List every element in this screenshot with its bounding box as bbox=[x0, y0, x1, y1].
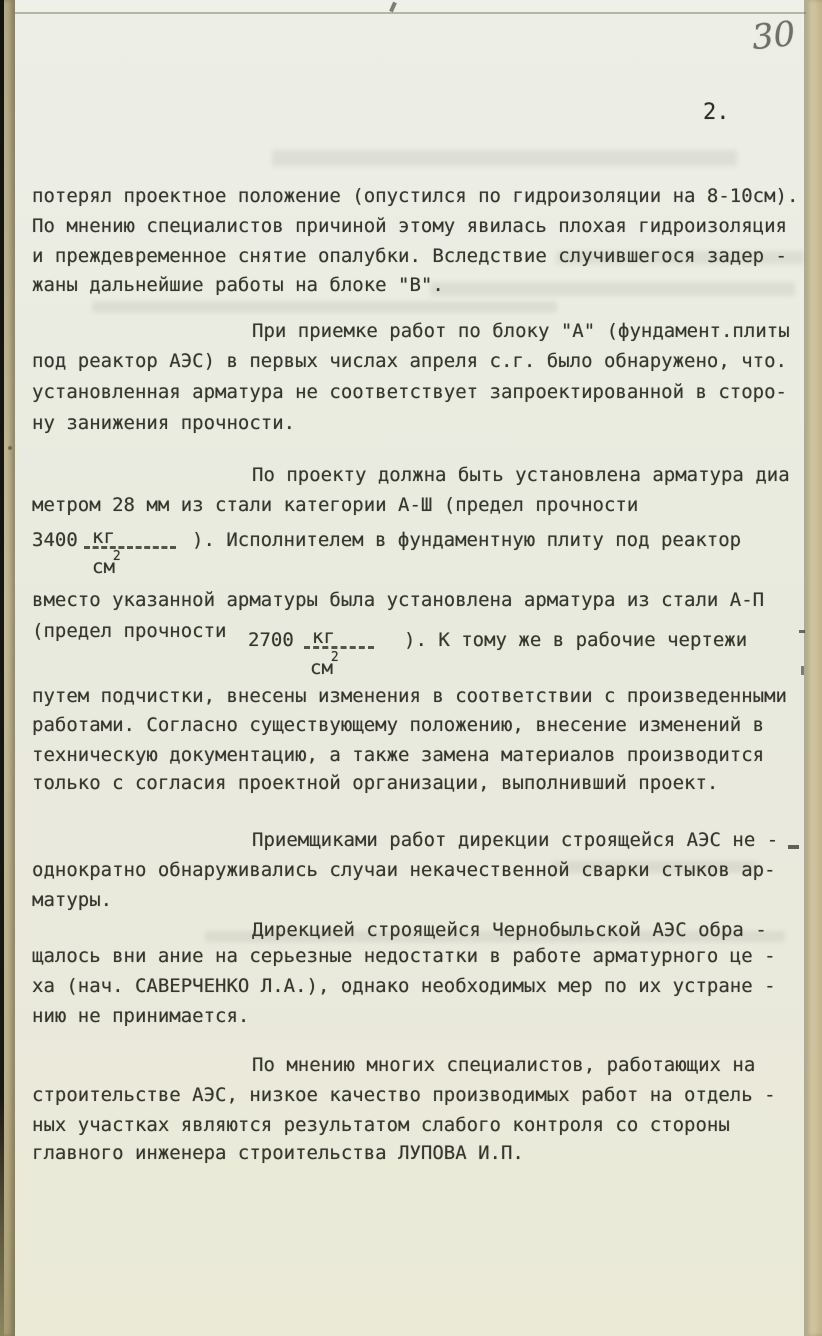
text-line bbox=[0, 183, 822, 213]
text-segment: ну занижения прочности. bbox=[32, 412, 296, 434]
text-line bbox=[0, 742, 822, 772]
text-segment: При приемке работ по блоку "А" (фундамент.плиты bbox=[252, 320, 790, 342]
text-segment: ). К тому же в рабочие чертежи bbox=[404, 629, 748, 651]
text-segment: потерял проектное положение (опустился по гидроизоляции на 8-10см). bbox=[32, 185, 799, 207]
text-line bbox=[0, 1052, 822, 1082]
text-line bbox=[0, 683, 822, 713]
text-line bbox=[0, 1140, 822, 1170]
text-segment: метром 28 мм из стали категории А-Ш (предел прочности bbox=[32, 494, 639, 516]
ink-speck bbox=[8, 446, 12, 450]
text-segment: установленная арматура не соответствует запроектированной в сторо- bbox=[32, 381, 787, 403]
text-segment: под реактор АЭС) в первых числах апреля с.г. было обнаружено, что. bbox=[32, 350, 787, 372]
text-line bbox=[0, 213, 822, 243]
text-segment: главного инженера строительства ЛУПОВА И.П. bbox=[32, 1142, 524, 1164]
text-segment: ных участках являются результатом слабого контроля со стороны bbox=[32, 1114, 730, 1136]
text-line bbox=[0, 462, 822, 492]
text-segment: 3400 bbox=[32, 529, 78, 551]
text-line bbox=[0, 827, 822, 857]
bleed-through-mark bbox=[92, 301, 557, 313]
page-top-seam bbox=[0, 12, 822, 14]
fraction-bar bbox=[304, 646, 374, 649]
text-segment: жаны дальнейшие работы на блоке "В". bbox=[32, 274, 444, 296]
ink-speck bbox=[801, 666, 804, 675]
text-segment: кг bbox=[92, 526, 115, 548]
text-line bbox=[0, 526, 822, 578]
text-segment: только с согласия проектной организации, выполнивший проект. bbox=[32, 772, 719, 794]
text-segment: кг bbox=[312, 626, 335, 648]
text-segment: $см^2$ bbox=[310, 649, 339, 679]
text-line bbox=[0, 379, 822, 409]
text-line bbox=[0, 318, 822, 348]
superscript: 2 bbox=[112, 548, 121, 564]
text-line bbox=[0, 410, 822, 440]
text-segment: строительстве АЭС, низкое качество производимых работ на отдель - bbox=[32, 1084, 776, 1106]
superscript: 2 bbox=[330, 649, 339, 665]
fraction-bar bbox=[84, 546, 176, 549]
text-line bbox=[0, 243, 822, 273]
text-line bbox=[0, 1112, 822, 1142]
text-segment: путем подчистки, внесены изменения в соответствии с произведенными bbox=[32, 685, 787, 707]
text-line bbox=[0, 712, 822, 742]
text-line bbox=[0, 943, 822, 973]
text-line bbox=[0, 1003, 822, 1033]
text-segment: $см^2$ bbox=[92, 548, 121, 578]
text-segment: ха (нач. САВЕРЧЕНКО Л.А.), однако необходимых мер по их устране - bbox=[32, 975, 776, 997]
text-segment: матуры. bbox=[32, 889, 113, 911]
text-line bbox=[0, 492, 822, 522]
bleed-through-mark bbox=[272, 150, 737, 166]
text-line bbox=[0, 348, 822, 378]
text-segment: нию не принимается. bbox=[32, 1005, 250, 1027]
text-line bbox=[0, 857, 822, 887]
text-segment: По мнению многих специалистов, работающих на bbox=[252, 1054, 756, 1076]
text-segment: Приемщиками работ дирекции строящейся АЭС не - bbox=[252, 829, 779, 851]
text-segment: вместо указанной арматуры была установлена арматура из стали А-П bbox=[32, 589, 765, 611]
text-segment: 2700 bbox=[248, 629, 294, 651]
text-segment: ). Исполнителем в фундаментную плиту под реактор bbox=[192, 529, 742, 551]
text-segment: техническую документацию, а также замена материалов производится bbox=[32, 744, 765, 766]
text-line bbox=[0, 587, 822, 617]
text-line bbox=[0, 887, 822, 917]
text-segment: однократно обнаруживались случаи некачественной сварки стыков ар- bbox=[32, 859, 776, 881]
handwritten-folio-number: 30 bbox=[750, 13, 798, 59]
text-segment: По проекту должна быть установлена арматура диа bbox=[252, 464, 790, 486]
text-line bbox=[0, 618, 822, 679]
text-segment: Дирекцией строящейся Чернобыльской АЭС обра - bbox=[252, 919, 767, 941]
scan-top-strip bbox=[15, 0, 806, 12]
page-number: 2. bbox=[703, 100, 730, 125]
text-segment: (предел прочности bbox=[32, 620, 227, 642]
text-line bbox=[0, 1082, 822, 1112]
text-line bbox=[0, 272, 822, 302]
text-segment: и преждевременное снятие опалубки. Вследствие случившегося задер - bbox=[32, 245, 787, 267]
text-segment: работами. Согласно существующему положению, внесение изменений в bbox=[32, 714, 765, 736]
text-segment: щалось вни ание на серьезные недостатки в работе арматурного це - bbox=[32, 945, 776, 967]
text-line bbox=[0, 973, 822, 1003]
text-line bbox=[0, 770, 822, 800]
text-segment: По мнению специалистов причиной этому явилась плохая гидроизоляция bbox=[32, 215, 787, 237]
